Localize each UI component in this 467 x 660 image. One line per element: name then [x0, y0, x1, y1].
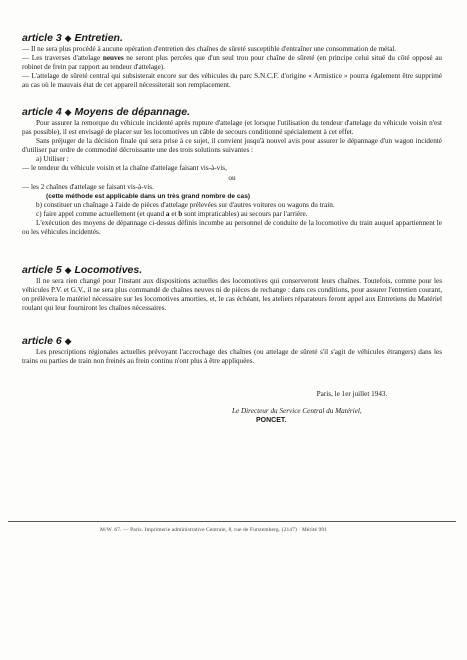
- article-3-heading: [22, 32, 442, 45]
- diamond-icon: ◆: [64, 107, 72, 117]
- article-6-label: article 6: [22, 335, 62, 347]
- signature-block: [232, 390, 442, 426]
- article-4-item-b: b) constituer un chaînage à l'aide de pièces d'attelage prélevées sur d'autres voitures ou wagons du train.: [36, 200, 335, 209]
- article-3-para-1: — Il ne sera plus procédé à aucune opération d'entretien des chaînes de sûreté susceptible d'entraîner une consommation de métal.: [22, 45, 397, 53]
- article-5-heading: [22, 264, 442, 277]
- article-5-title: Locomotives.: [74, 264, 143, 276]
- article-4-label: article 4: [22, 106, 62, 118]
- article-4-item-a1: — le tendeur du véhicule voisin et la chaîne d'attelage faisant vis-à-vis,: [22, 164, 227, 173]
- article-3-label: article 3: [22, 32, 62, 44]
- article-4-para-2: Sans préjuger de la décision finale qui sera prise à ce sujet, il convient jusqu'à nouvel avis pour assurer le dépannage d'un wagon incidenté d'utiliser par ordre de commodité décroissante une des trois solutions suivantes :: [22, 137, 442, 155]
- article-5-section: [22, 264, 442, 313]
- diamond-icon: ◆: [64, 336, 72, 346]
- printer-footer: M/W. 67. — Paris. Imprimerie administrative Centrale, 8, rue de Furstemberg. (2147) · Mérité 991: [100, 527, 328, 533]
- para-text: sont impraticables) au secours par l'arrière.: [182, 209, 308, 218]
- article-4-or: ou: [228, 173, 236, 182]
- article-4-para-1: Pour assurer la remorque du véhicule incidenté après rupture d'attelage (et lorsque l'utilisation du tendeur d'attelage du véhicule voisin n'est pas possible), il est envisagé de placer sur les locomotives un câble de secours conditionné spécialement à cet effet.: [22, 119, 442, 137]
- article-3-section: [22, 32, 442, 90]
- para-text: ne seront plus percées que d'un seul trou pour chaîne de sûreté (en principe celui situé du côté opposé au robinet de frein par rapport au tendeur d'attelage).: [22, 54, 443, 72]
- footer-divider: [8, 521, 456, 522]
- para-emphasis: a: [165, 209, 170, 218]
- para-text: c) faire appel comme actuellement (et quand: [36, 209, 166, 218]
- article-4-item-c: [22, 210, 442, 219]
- signature-title: Le Directeur du Service Central du Matériel,: [232, 406, 362, 415]
- para-emphasis: b: [178, 209, 183, 218]
- para-emphasis: neuves: [102, 54, 124, 63]
- signature-date: Paris, le 1er juillet 1943.: [316, 390, 388, 398]
- diamond-icon: ◆: [64, 33, 72, 43]
- article-3-para-2: [22, 54, 442, 72]
- article-4-para-3: L'exécution des moyens de dépannage ci-dessus définis incombe au personnel de conduite de la locomotive du train auquel appartiennent le ou les véhicules incidentés.: [22, 219, 442, 237]
- article-4-title: Moyens de dépannage.: [74, 106, 190, 118]
- article-4-section: [22, 106, 442, 237]
- article-5-label: article 5: [22, 264, 62, 276]
- article-4-item-a2: — les 2 chaînes d'attelage se faisant vis-à-vis.: [22, 182, 154, 191]
- diamond-icon: ◆: [64, 265, 72, 275]
- para-text: et: [169, 209, 179, 218]
- article-4-item-a: a) Utiliser :: [36, 155, 69, 164]
- article-4-note: (cette méthode est applicable dans un très grand nombre de cas): [46, 192, 251, 200]
- article-6-heading: [22, 335, 442, 348]
- article-4-heading: [22, 106, 442, 119]
- signature-name: PONCET.: [256, 417, 287, 424]
- article-5-para-1: Il ne sera rien changé pour l'instant aux dispositions actuelles des locomotives qui conserveront leurs chaînes. Toutefois, comme pour les véhicules P.V. et G.V., il ne sera plus commandé de chaînes neuves ni de pièces de rechange : dans ces conditions, pour assurer l'entretien courant, on prélèvera le matériel nécessaire sur les locomotives amorties, et, le cas échéant, les ateliers réparateurs feront appel aux Entretiens du Matériel roulant qui leur fourniront les chaînes nécessaires.: [22, 277, 442, 313]
- article-6-para-1: Les prescriptions régionales actuelles prévoyant l'accrochage des chaînes (ou attelage de sûreté s'il s'agit de véhicules étrangers) dans les trains ou parties de train non freinés au frein continu n'ont plus à être appliquées.: [22, 348, 442, 366]
- article-3-para-3: — L'attelage de sûreté central qui subsisterait encore sur des véhicules du parc S.N.C.F. d'origine « Armistice » pourra également être supprimé au cas où le mauvais état de cet appareil nécessiterait son remplacement.: [22, 72, 442, 90]
- article-3-title: Entretien.: [74, 32, 123, 44]
- article-6-section: [22, 335, 442, 366]
- para-text: — Les traverses d'attelage: [22, 54, 103, 63]
